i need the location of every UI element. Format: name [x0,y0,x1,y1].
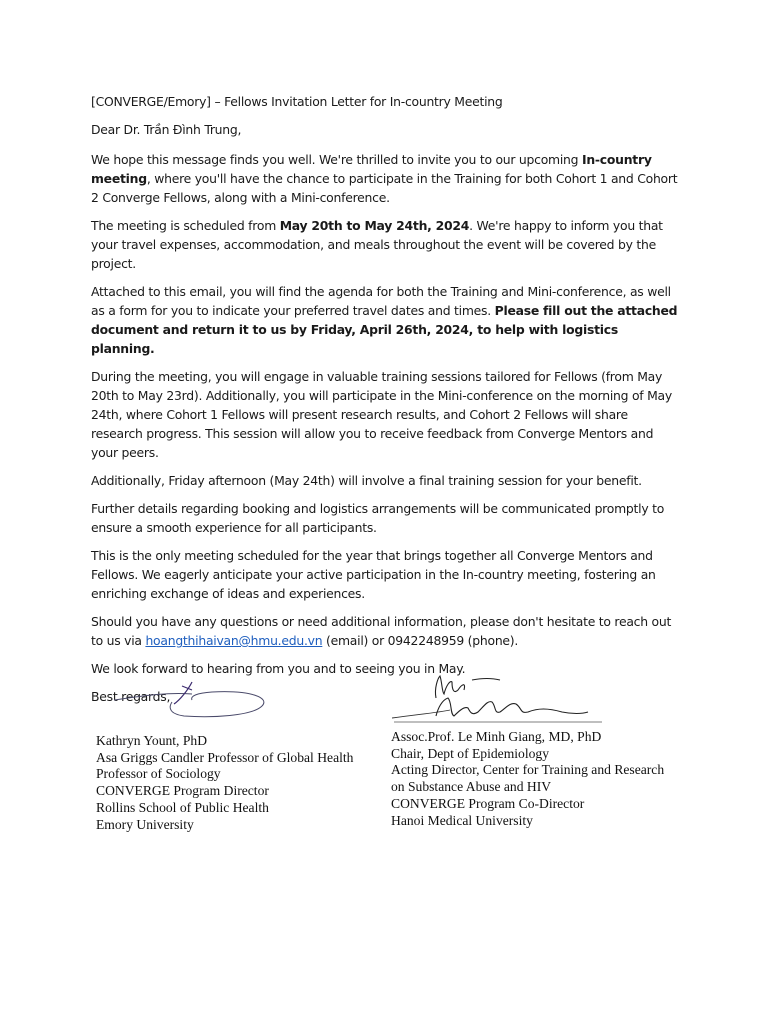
paragraph-logistics: Further details regarding booking and logistics arrangements will be communicated promptly to ensure a smooth experience for all participants. [91,501,665,535]
signatory-right-line: Acting Director, Center for Training and Research [391,762,665,778]
signatory-right-block [391,729,664,829]
paragraph-schedule: The meeting is scheduled from May 20th to May 24th, 2024. We're happy to inform you that your travel expenses, accommodation, and meals throughout the event will be covered by the project. [91,218,663,271]
signatory-left-line: Rollins School of Public Health [96,799,269,815]
paragraph-friday: Additionally, Friday afternoon (May 24th) will involve a final training session for your benefit. [91,473,642,488]
signatory-left-line: CONVERGE Program Director [96,783,269,799]
signatory-right-line: on Substance Abuse and HIV [391,779,552,795]
paragraph-contact: Should you have any questions or need additional information, please don't hesitate to reach out to us via hoangthihaivan@hmu.edu.vn (email) or 0942248959 (phone). [91,614,672,648]
closing-salutation: Best regards, [91,689,171,704]
paragraph-meeting-details: During the meeting, you will engage in valuable training sessions tailored for Fellows (from May 20th to May 23rd). Additionally, you will participate in the Mini-conference on the morning of May 24th, where Cohort 1 Fellows will present research results, and Cohort 2 Fellows will share research progress. This session will allow you to receive feedback from Converge Mentors and your peers. [91,369,672,460]
signatory-right-line: Chair, Dept of Epidemiology [391,745,550,761]
signatory-left-line: Asa Griggs Candler Professor of Global Health [96,749,354,765]
signatory-right-line: Assoc.Prof. Le Minh Giang, MD, PhD [391,729,602,744]
paragraph-only-meeting: This is the only meeting scheduled for the year that brings together all Converge Mentors and Fellows. We eagerly anticipate your active participation in the In-country meeting, fostering an enriching exchange of ideas and experiences. [91,548,656,601]
signatory-left-line: Kathryn Yount, PhD [96,733,208,748]
signature-right [392,672,607,728]
signatory-left-line: Emory University [96,816,194,832]
signatory-right-line: Hanoi Medical University [391,812,533,828]
signatory-left-line: Professor of Sociology [96,766,221,782]
paragraph-invitation: We hope this message finds you well. We're thrilled to invite you to our upcoming In-country meeting, where you'll have the chance to participate in the Training for both Cohort 1 and Cohort 2 Converge Fellows, along with a Mini-conference. [91,152,678,205]
email-link[interactable]: hoangthihaivan@hmu.edu.vn [145,633,323,648]
signature-left [112,676,272,722]
email-subject: [CONVERGE/Emory] – Fellows Invitation Letter for In-country Meeting [91,94,503,109]
signatory-left-block [96,733,353,833]
letter-body [91,92,681,715]
signatory-right-line: CONVERGE Program Co-Director [391,795,585,811]
greeting: Dear Dr. Trần Đình Trung, [91,122,242,137]
paragraph-attachments: Attached to this email, you will find the agenda for both the Training and Mini-conference, as well as a form for you to indicate your preferred travel dates and times. Please fill out the attached document and return it to us by Friday, April 26th, 2024, to help with logistics planning. [91,284,678,356]
paragraph-closing-line: We look forward to hearing from you and to seeing you in May. [91,661,466,676]
